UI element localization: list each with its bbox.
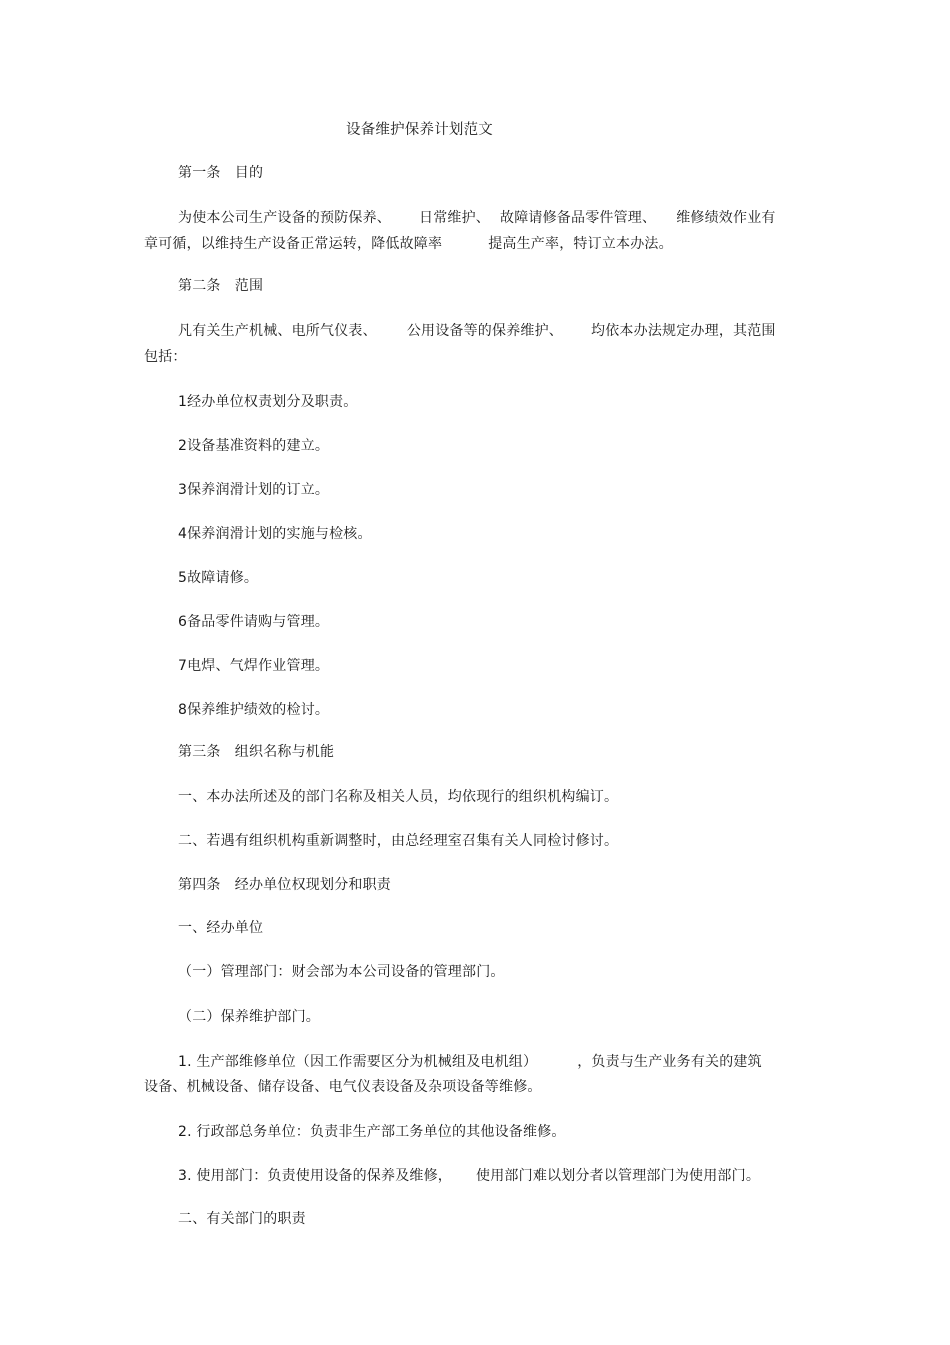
scope-item: 4保养润滑计划的实施与检核。	[178, 526, 372, 542]
item-2: 2. 行政部总务单位：负责非生产部工务单位的其他设备维修。	[178, 1124, 566, 1140]
text-fragment: 为使本公司生产设备的预防保养、	[178, 210, 391, 226]
scope-item: 3保养润滑计划的订立。	[178, 482, 330, 498]
scope-item: 5故障请修。	[178, 570, 259, 586]
article-2-paragraph-line-2: 包括：	[144, 349, 187, 365]
article-3-paragraph-1: 一、本办法所述及的部门名称及相关人员，均依现行的组织机构编订。	[178, 789, 619, 805]
item-1-line-2: 设备、机械设备、储存设备、电气仪表设备及杂项设备等维修。	[144, 1079, 542, 1095]
item-3	[178, 1166, 760, 1186]
article-3-heading: 第三条 组织名称与机能	[178, 744, 335, 760]
text-fragment: 1. 生产部维修单位（因工作需要区分为机械组及电机组）	[178, 1054, 538, 1070]
item-1-line-1	[178, 1052, 762, 1072]
text-fragment: 故障请修备品零件管理、	[500, 210, 657, 226]
article-4-heading: 第四条 经办单位权现划分和职责	[178, 877, 391, 893]
article-3-paragraph-2: 二、若遇有组织机构重新调整时，由总经理室召集有关人同检讨修讨。	[178, 833, 619, 849]
text-fragment: 均依本办法规定办理，其范围	[591, 323, 776, 339]
text-fragment: 章可循，以维持生产设备正常运转，降低故障率	[144, 236, 443, 252]
section-2-heading: 二、有关部门的职责	[178, 1211, 306, 1227]
article-2-heading: 第二条 范围	[178, 278, 264, 294]
scope-item: 6备品零件请购与管理。	[178, 614, 330, 630]
scope-item: 1经办单位权责划分及职责。	[178, 394, 358, 410]
article-2-paragraph-line-1	[178, 321, 776, 341]
text-fragment: 凡有关生产机械、电所气仪表、	[178, 323, 377, 339]
text-fragment: ，负责与生产业务有关的建筑	[577, 1054, 762, 1070]
scope-item: 2设备基准资料的建立。	[178, 438, 330, 454]
text-fragment: 3. 使用部门：负责使用设备的保养及维修，	[178, 1168, 453, 1184]
section-1-heading: 一、经办单位	[178, 920, 264, 936]
text-fragment: 公用设备等的保养维护、	[406, 323, 564, 339]
scope-item: 8保养维护绩效的检讨。	[178, 702, 330, 718]
text-fragment: 维修绩效作业有	[676, 210, 776, 226]
article-1-heading: 第一条 目的	[178, 165, 264, 181]
article-1-paragraph-line-2	[144, 234, 673, 254]
scope-item: 7电焊、气焊作业管理。	[178, 658, 330, 674]
text-fragment: 日常维护、	[419, 210, 490, 226]
subsection-1-1: （一）管理部门：财会部为本公司设备的管理部门。	[178, 964, 505, 980]
article-1-paragraph-line-1	[178, 208, 776, 228]
text-fragment: 使用部门难以划分者以管理部门为使用部门。	[476, 1168, 761, 1184]
text-fragment: 提高生产率，特订立本办法。	[488, 236, 673, 252]
document-title: 设备维护保养计划范文	[346, 122, 493, 138]
subsection-1-2: （二）保养维护部门。	[178, 1009, 320, 1025]
